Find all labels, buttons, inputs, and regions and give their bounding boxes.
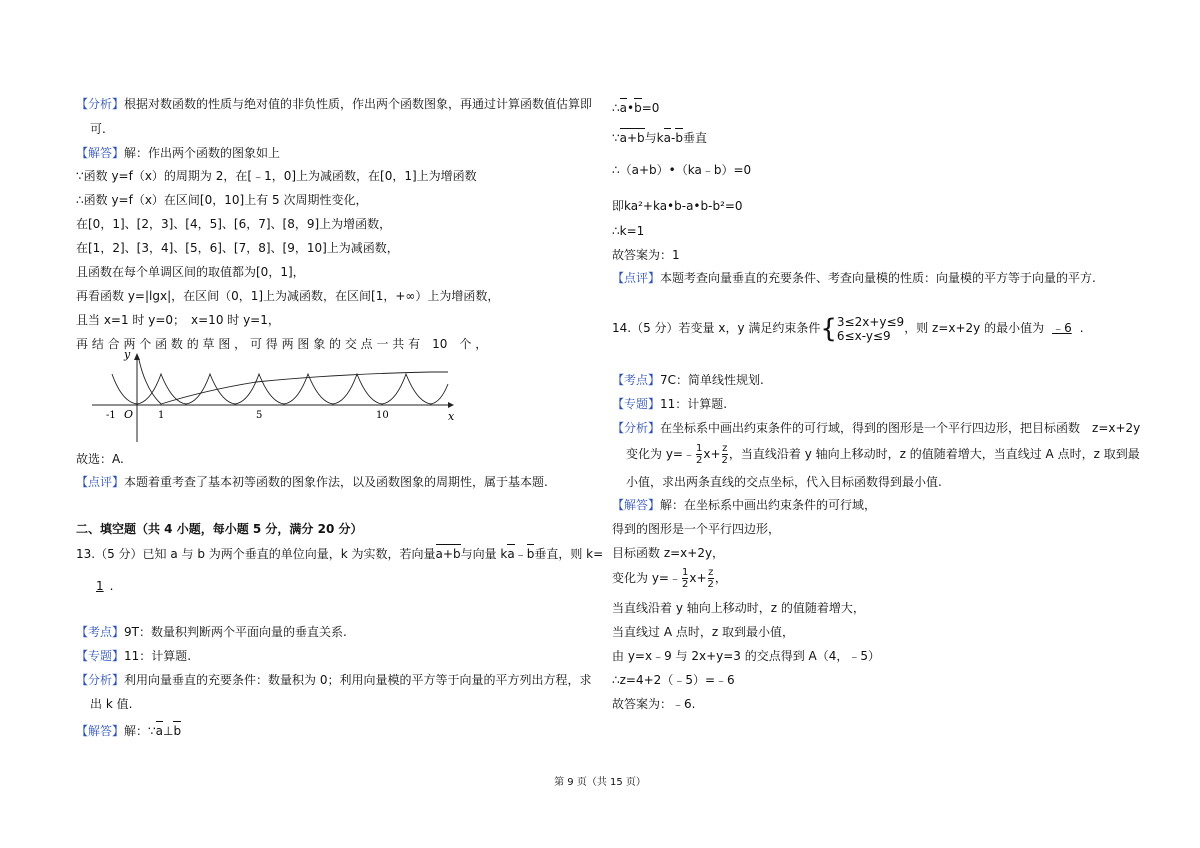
jieda-line [76, 723, 181, 739]
solution-line: 当直线沿着 y 轴向上移动时，z 的值随着增大， [612, 601, 865, 615]
fenxi-text: 变化为 y=﹣ [626, 447, 695, 461]
review-line [612, 270, 1096, 286]
q14-text: ，则 z=x+2y 的最小值为 [904, 321, 1045, 335]
q13-answer: 1 [96, 579, 104, 593]
q14-answer: ﹣6 [1052, 321, 1072, 335]
analysis-line-2: 可. [90, 122, 106, 136]
function-graph [86, 350, 466, 445]
fenxi-text: 利用向量垂直的充要条件：数量积为 0；利用向量模的平方等于向量的平方列出方程，求 [124, 673, 592, 687]
fenxi-line-1 [76, 672, 591, 688]
solution-line: ∵函数 y=f（x）的周期为 2，在[﹣1，0]上为减函数，在[0，1]上为增函数 [76, 169, 477, 183]
answer-line-1 [76, 145, 280, 161]
q14-text: 14.（5 分）若变量 x，y 满足约束条件 [612, 321, 821, 335]
fraction [696, 443, 702, 466]
origin-label: O [124, 408, 134, 421]
step-line: 故答案为：1 [612, 248, 680, 262]
solution-line: 得到的图形是一个平行四边形， [612, 522, 781, 536]
constraint-rows [837, 315, 904, 343]
vector-b: b [634, 101, 642, 115]
fenxi-line-3: 小值，求出两条直线的交点坐标，代入目标函数得到最小值. [626, 475, 942, 489]
kaodian-tag: 【考点】 [612, 373, 661, 387]
kaodian-line [612, 372, 764, 388]
fenxi-tag: 【分析】 [76, 673, 125, 687]
dot-symbol: • [627, 101, 635, 115]
tick-label: 1 [158, 410, 165, 421]
q13-text: 与向量 k [460, 547, 508, 561]
solution-line: 再看函数 y=|lgx|，在区间（0，1]上为减函数，在区间[1，+∞）上为增函数， [76, 289, 500, 303]
solution-line: 在[0，1]、[2，3]、[4，5]、[6，7]、[8，9]上为增函数， [76, 217, 392, 231]
step-line [612, 130, 707, 146]
vector-a: a [663, 131, 671, 145]
solution-line [612, 564, 727, 592]
x-axis-arrow [448, 402, 454, 408]
numerator: 1 [695, 443, 703, 454]
solution-line: 再 结 合 两 个 函 数 的 草 图 ， 可 得 两 图 象 的 交 点 一 共 有 10 个 ， [76, 337, 488, 351]
tick-label: 5 [256, 410, 263, 421]
page-footer: 第 9 页（共 15 页） [554, 777, 646, 788]
jieda-tag: 【解答】 [612, 498, 661, 512]
solution-line: 且当 x=1 时 y=0； x=10 时 y=1， [76, 313, 280, 327]
section-heading: 二、填空题（共 4 小题，每小题 5 分，满分 20 分） [76, 522, 363, 536]
fenxi-text: 在坐标系中画出约束条件的可行域，得到的图形是一个平行四边形，把目标函数 z=x+2y [660, 421, 1141, 435]
choose-line: 故选：A. [76, 452, 124, 466]
equals-zero: =0 [641, 101, 660, 115]
step-line: ∴k=1 [612, 224, 645, 238]
analysis-text: 根据对数函数的性质与绝对值的非负性质，作出两个函数图象，再通过计算函数值估算即 [124, 97, 593, 111]
vector-expr: a+b [619, 131, 645, 145]
question-14 [612, 312, 1084, 345]
constraint-1: 3≤2x+y≤9 [836, 315, 905, 329]
perp-symbol: ⊥ [163, 724, 174, 738]
q13-text: 13.（5 分）已知 a 与 b 为两个垂直的单位向量，k 为实数，若向量 [76, 547, 436, 561]
jieda-text: 解：在坐标系中画出约束条件的可行域， [660, 498, 877, 512]
review-tag: 【点评】 [612, 271, 661, 285]
fraction [722, 443, 728, 466]
because-symbol: ∵ [612, 131, 620, 145]
solution-line: 由 y=x﹣9 与 2x+y=3 的交点得到 A（4，﹣5） [612, 649, 881, 663]
vector-a: a [507, 547, 515, 561]
fenxi-line-2: 出 k 值. [90, 697, 133, 711]
review-line [76, 474, 548, 490]
vector-a: a [619, 101, 627, 115]
solution-text: x+ [689, 571, 707, 585]
analysis-line-1 [76, 96, 592, 112]
fenxi-text: ，当直线沿着 y 轴向上移动时，z 的值随着增大，当直线过 A 点时，z 取到最 [728, 447, 1140, 461]
denominator: 2 [681, 579, 689, 590]
zhuanti-line [76, 648, 191, 664]
solution-line: 当直线过 A 点时，z 取到最小值， [612, 625, 794, 639]
vector-b: b [675, 131, 683, 145]
constraint-system [820, 313, 904, 345]
numerator: 1 [681, 567, 689, 578]
step-line: 即ka²+ka•b-a•b-b²=0 [612, 199, 743, 213]
q14-end: . [1079, 321, 1084, 335]
y-axis-label: y [124, 350, 131, 361]
fraction [708, 567, 714, 590]
zhuanti-line [612, 396, 727, 412]
step-text: 垂直 [682, 131, 707, 145]
constraint-2: 6≤x-y≤9 [836, 329, 891, 343]
fenxi-line-2 [626, 440, 1140, 468]
x-axis-label: x [448, 410, 455, 423]
step-line [612, 100, 659, 116]
fenxi-text: x+ [703, 447, 721, 461]
jieda-tag: 【解答】 [76, 724, 125, 738]
fraction [682, 567, 688, 590]
step-text: 与k [644, 131, 664, 145]
q13-answer-line [90, 578, 113, 594]
minus-sign: - [670, 131, 676, 145]
solution-text: 变化为 y=﹣ [612, 571, 681, 585]
denominator: 2 [695, 455, 703, 466]
therefore-symbol: ∴ [612, 101, 620, 115]
jieda-text: 解：∵ [124, 724, 156, 738]
denominator: 2 [721, 455, 728, 466]
kaodian-line [76, 624, 347, 640]
y-axis-arrow [134, 353, 140, 360]
q13-end: . [109, 579, 114, 593]
step-line: ∴（a+b）•（ka﹣b）=0 [612, 163, 752, 177]
denominator: 2 [707, 579, 714, 590]
fenxi-line-1 [612, 420, 1140, 436]
kaodian-text: 9T：数量积判断两个平面向量的垂直关系. [124, 625, 347, 639]
fenxi-tag: 【分析】 [612, 421, 661, 435]
solution-line: 故答案为：﹣6. [612, 697, 696, 711]
solution-line: ∴z=4+2（﹣5）=﹣6 [612, 673, 735, 687]
tick-label: 10 [376, 410, 389, 421]
left-brace: { [820, 314, 837, 344]
zhuanti-text: 11：计算题. [124, 649, 192, 663]
log-abs-curve [139, 360, 448, 404]
solution-line: ∴函数 y=f（x）在区间[0，10]上有 5 次周期性变化， [76, 193, 368, 207]
solution-line: 且函数在每个单调区间的取值都为[0，1]， [76, 265, 305, 279]
question-13 [76, 546, 603, 562]
answer-text: 解：作出两个函数的图象如上 [124, 146, 281, 160]
q13-text: 垂直，则 k= [534, 547, 604, 561]
tick-label: -1 [106, 410, 116, 421]
periodic-curve [112, 374, 448, 404]
solution-line: 目标函数 z=x+2y， [612, 546, 725, 560]
vector-expr: a+b [435, 547, 461, 561]
minus-sign: ﹣ [514, 547, 527, 561]
zhuanti-text: 11：计算题. [660, 397, 728, 411]
answer-tag: 【解答】 [76, 146, 125, 160]
zhuanti-tag: 【专题】 [612, 397, 661, 411]
solution-text: ， [714, 571, 727, 585]
review-text: 本题考查向量垂直的充要条件、考查向量模的性质：向量模的平方等于向量的平方. [660, 271, 1096, 285]
vector-a: a [155, 724, 164, 738]
numerator: z [708, 567, 714, 578]
analysis-tag: 【分析】 [76, 97, 125, 111]
review-text: 本题着重考查了基本初等函数的图象作法，以及函数图象的周期性，属于基本题. [124, 475, 548, 489]
jieda-line [612, 497, 876, 513]
kaodian-text: 7C：简单线性规划. [660, 373, 764, 387]
solution-line: 在[1，2]、[3，4]、[5，6]、[7，8]、[9，10]上为减函数， [76, 241, 399, 255]
kaodian-tag: 【考点】 [76, 625, 125, 639]
vector-b: b [526, 547, 535, 561]
numerator: z [722, 443, 728, 454]
vector-b: b [173, 724, 182, 738]
review-tag: 【点评】 [76, 475, 125, 489]
zhuanti-tag: 【专题】 [76, 649, 125, 663]
